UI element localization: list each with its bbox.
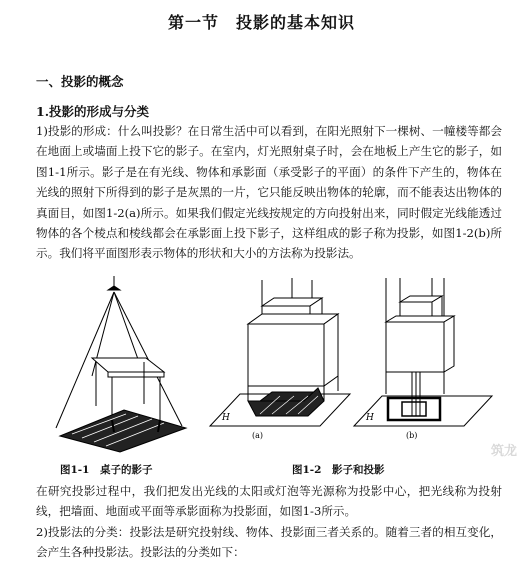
figure-projection-b bbox=[348, 276, 498, 441]
subsection-heading: 1.投影的形成与分类 bbox=[36, 104, 150, 119]
paragraph-projection-terms: 在研究投影过程中，我们把发出光线的太阳或灯泡等光源称为投影中心，把光线称为投射线，把墙面、地面或平面等承影面称为投影面，如图1-3所示。 bbox=[36, 484, 502, 519]
ground-plane-label-a: H bbox=[222, 413, 230, 423]
figure-b-label: (b) bbox=[406, 431, 418, 440]
paragraph-projection-classification: 2)投影法的分类：投影法是研究投射线、物体、投影面三者关系的。随着三者的相互变化，会产生各种投影法。投影法的分类如下： bbox=[36, 525, 502, 560]
page-title: 第一节 投影的基本知识 bbox=[167, 13, 355, 32]
watermark: 筑龙 bbox=[490, 444, 517, 459]
figure-table-shadow bbox=[52, 276, 192, 456]
figure-1-2-caption: 图1-2 影子和投影 bbox=[292, 464, 385, 476]
figure-a-label: (a) bbox=[252, 431, 264, 440]
paragraph-projection-formation: 1)投影的形成：什么叫投影？在日常生活中可以看到，在阳光照射下一棵树、一幢楼等都会在地面上或墙面上投下它的影子。在室内，灯光照射桌子时，会在地板上产生它的影子，如图1-1所示。影子是在有光线、物体和承影面（承受影子的平面）的条件下产生的，物体在光线的照射下所得到的影子是灰黑的一片，它只能反映出物体的轮廓，而不能表达出物体的真面目，如图1-2(a)所示。如果我们假定光线按规定的方向投射出来，同时假定光线能透过物体的各个棱点和棱线都会在承影面上投下影子，这样组成的影子称为投影，如图1-2(b)所示。我们将平面图形表示物体的形状和大小的方法称为投影法。 bbox=[36, 124, 502, 261]
section-heading: 一、投影的概念 bbox=[36, 74, 124, 89]
figure-shadow-a bbox=[200, 276, 360, 441]
ground-plane-label-b: H bbox=[366, 413, 374, 423]
figure-1-1-caption: 图1-1 桌子的影子 bbox=[60, 464, 153, 476]
